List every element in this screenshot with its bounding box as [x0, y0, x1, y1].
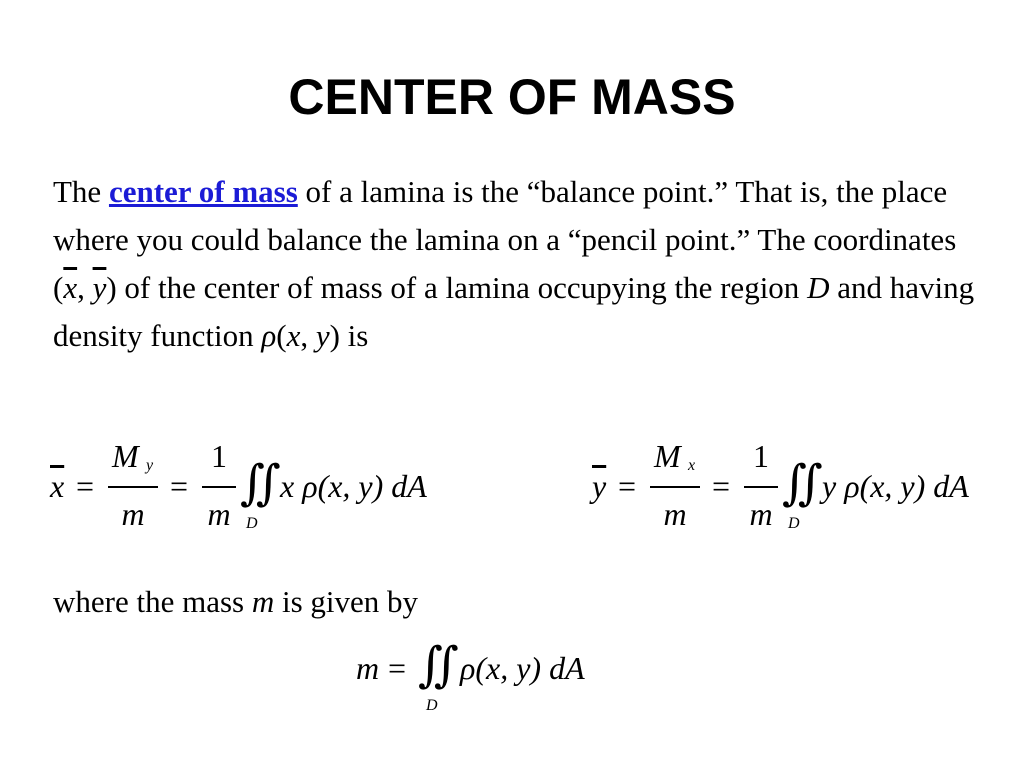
region-subscript: D — [426, 697, 438, 714]
slide-title: CENTER OF MASS — [288, 69, 736, 125]
moment-fraction — [108, 440, 158, 540]
one-numerator: 1 — [211, 438, 227, 474]
para-text: The — [53, 174, 109, 209]
xbar-lhs: $\overline{x}$ — [50, 468, 65, 504]
para-text: , — [300, 318, 316, 353]
reciprocal-fraction — [744, 440, 778, 540]
equals-sign: = — [712, 468, 731, 504]
fraction-bar — [202, 486, 236, 488]
x-symbol: x — [286, 318, 301, 353]
double-integral-icon: ∬ — [782, 457, 823, 510]
xbar-symbol: $\overline{x}$ — [63, 270, 78, 305]
fraction-bar — [108, 486, 158, 488]
para-text: of a lamina is the “balance point.” That is, the place where you could balance the lamina on a “pencil point.” The coordinates ( — [53, 174, 957, 305]
mass-intro-text — [53, 578, 418, 626]
integrand: x ρ(x, y) dA — [280, 468, 427, 504]
region-subscript: D — [246, 515, 258, 532]
mass-denominator: m — [121, 496, 145, 532]
equals-sign: = — [170, 468, 189, 504]
integrand: ρ(x, y) dA — [460, 650, 585, 686]
equals-sign: = — [618, 468, 637, 504]
para-text: ( — [276, 318, 287, 353]
moment-subscript: y — [146, 457, 154, 474]
one-numerator: 1 — [753, 438, 769, 474]
double-integral-icon: ∬ — [240, 457, 281, 510]
rho-symbol: ρ — [261, 318, 277, 353]
center-of-mass-link[interactable]: center of mass — [108, 174, 298, 209]
para-text: , — [77, 270, 93, 305]
where-text: is given by — [274, 584, 419, 619]
ybar-lhs: $\overline{y}$ — [592, 468, 607, 504]
mass-denominator: m — [663, 496, 687, 532]
moment-symbol: M — [112, 438, 139, 474]
y-symbol: y — [315, 318, 330, 353]
double-integral-icon: ∬ — [418, 639, 459, 692]
formula-mass — [356, 636, 616, 726]
reciprocal-fraction — [202, 440, 236, 540]
mass-denominator: m — [749, 496, 773, 532]
definition-paragraph — [53, 168, 983, 360]
fraction-bar — [744, 486, 778, 488]
region-subscript: D — [788, 515, 800, 532]
moment-symbol: M — [654, 438, 681, 474]
fraction-bar — [650, 486, 700, 488]
mass-symbol: m — [251, 584, 275, 619]
para-text: ) of the center of mass of a lamina occupying the region — [106, 270, 808, 305]
moment-fraction — [650, 440, 700, 540]
mass-denominator: m — [207, 496, 231, 532]
integrand: y ρ(x, y) dA — [822, 468, 969, 504]
para-text: and having density function — [53, 270, 975, 353]
where-text: where the mass — [53, 584, 252, 619]
region-symbol: D — [807, 270, 830, 305]
ybar-symbol: $\overline{y}$ — [92, 270, 107, 305]
formula-ybar — [592, 440, 1012, 550]
mass-lhs: m — [356, 650, 380, 686]
equals-sign: = — [76, 468, 95, 504]
formula-xbar — [50, 440, 470, 550]
moment-subscript: x — [688, 457, 696, 474]
equals-sign: = — [388, 650, 407, 686]
para-text: ) is — [329, 318, 369, 353]
